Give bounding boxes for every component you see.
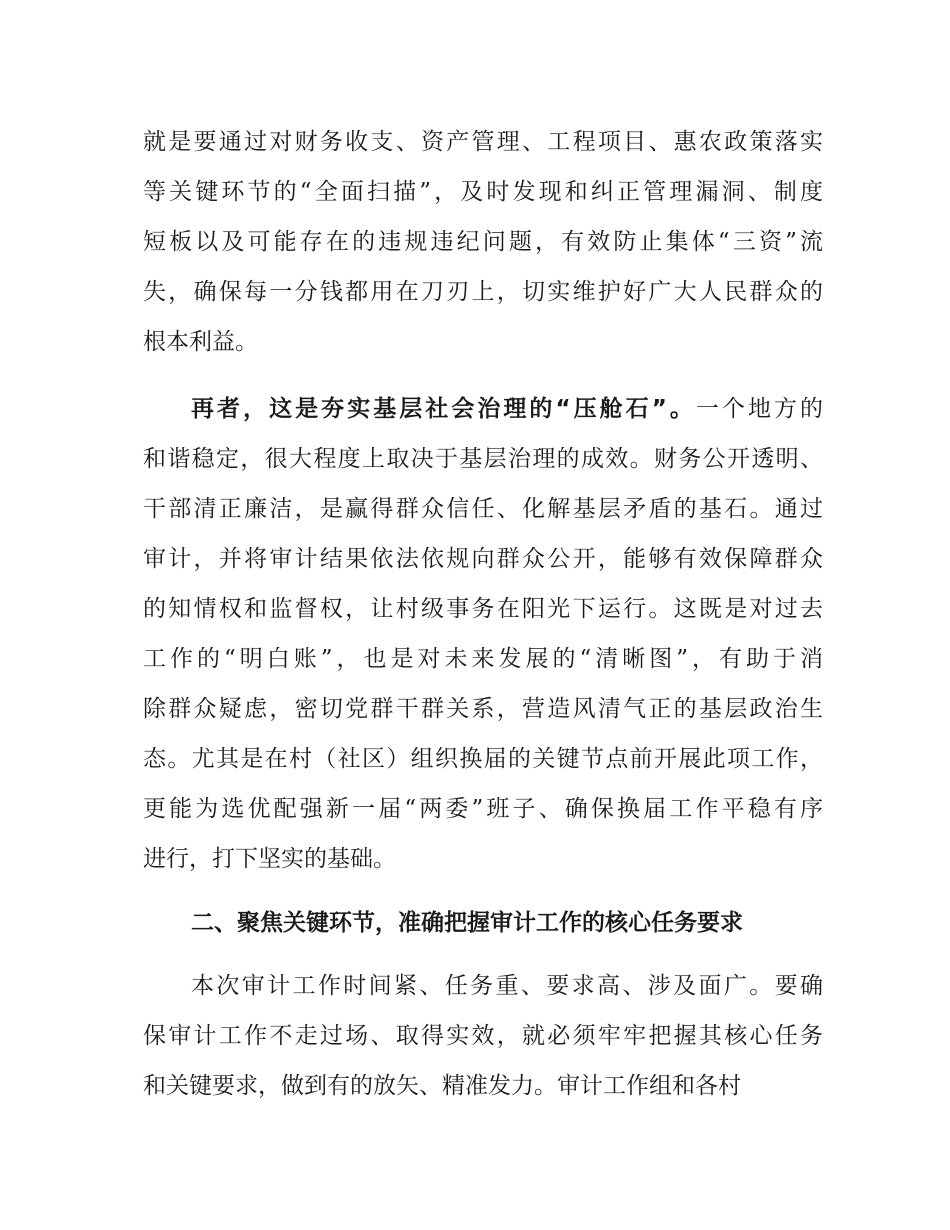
paragraph-line: 工作的“明白账”，也是对未来发展的“清晰图”，有助于消	[143, 646, 823, 672]
paragraph-line: 的知情权和监督权，让村级事务在阳光下运行。这既是对过去	[143, 596, 823, 622]
paragraph-line: 和谐稳定，很大程度上取决于基层治理的成效。财务公开透明、	[143, 446, 823, 472]
paragraph-line: 干部清正廉洁，是赢得群众信任、化解基层矛盾的基石。通过	[143, 496, 823, 522]
paragraph-lead-bold: 再者，这是夯实基层社会治理的“压舱石”。	[191, 396, 696, 422]
paragraph-line: 就是要通过对财务收支、资产管理、工程项目、惠农政策落实	[143, 129, 823, 155]
paragraph-line: 除群众疑虑，密切党群干群关系，营造风清气正的基层政治生	[143, 696, 823, 722]
paragraph-first-line	[191, 383, 823, 435]
paragraph-line: 失，确保每一分钱都用在刀刃上，切实维护好广大人民群众的	[143, 279, 823, 305]
paragraph-first-line: 本次审计工作时间紧、任务重、要求高、涉及面广。要确	[191, 973, 823, 999]
paragraph-line: 短板以及可能存在的违规违纪问题，有效防止集体“三资”流	[143, 229, 823, 255]
paragraph-line: 根本利益。	[143, 329, 258, 355]
paragraph-lead-rest: 一个地方的	[695, 396, 824, 422]
paragraph-line: 等关键环节的“全面扫描”，及时发现和纠正管理漏洞、制度	[143, 179, 823, 205]
paragraph-line: 保审计工作不走过场、取得实效，就必须牢牢把握其核心任务	[143, 1023, 823, 1049]
paragraph-line: 和关键要求，做到有的放矢、精准发力。审计工作组和各村	[143, 1073, 741, 1099]
paragraph-line: 审计，并将审计结果依法依规向群众公开，能够有效保障群众	[143, 546, 823, 572]
paragraph-line: 态。尤其是在村（社区）组织换届的关键节点前开展此项工作，	[143, 746, 823, 772]
paragraph-line: 进行，打下坚实的基础。	[143, 846, 396, 872]
paragraph-line: 更能为选优配强新一届“两委”班子、确保换届工作平稳有序	[143, 796, 823, 822]
section-heading: 二、聚焦关键环节，准确把握审计工作的核心任务要求	[191, 910, 743, 936]
